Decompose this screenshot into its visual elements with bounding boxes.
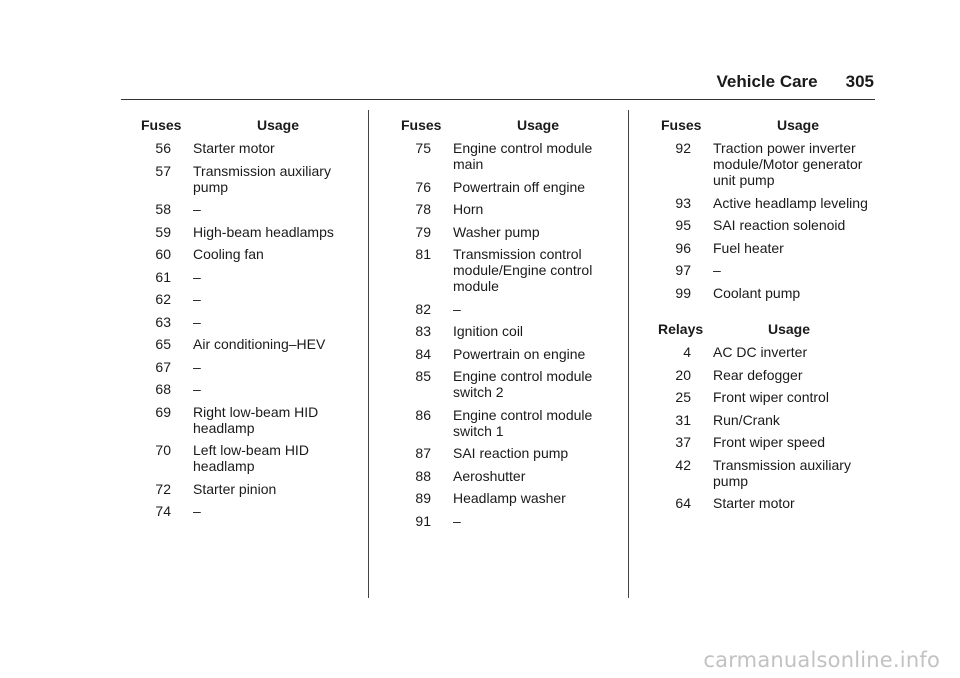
fuse-number: 57	[155, 162, 171, 179]
fuse-usage: Air conditioning–HEV	[193, 336, 326, 352]
fuse-usage: –	[453, 300, 461, 317]
fuse-number: 78	[415, 201, 431, 217]
fuse-number: 63	[155, 313, 171, 330]
table-row	[401, 346, 616, 362]
table-row	[141, 291, 356, 307]
fuse-usage: Rear defogger	[713, 366, 803, 383]
fuse-usage: Left low-beam HID headlamp	[193, 442, 309, 474]
fuse-number: 86	[415, 406, 431, 423]
table-header	[661, 117, 876, 133]
column-divider-1	[368, 110, 369, 598]
table-row	[401, 179, 616, 195]
table-row	[401, 468, 616, 484]
usage-heading: Usage	[517, 117, 560, 133]
fuse-usage: –	[193, 358, 201, 375]
fuse-number: 61	[155, 268, 171, 285]
fuse-number: 82	[415, 300, 431, 317]
fuse-number: 89	[415, 490, 431, 506]
table-row	[141, 381, 356, 397]
fuse-number: 20	[675, 366, 691, 383]
fuse-number: 31	[675, 411, 691, 428]
fuse-usage: AC DC inverter	[713, 344, 808, 360]
table-row	[661, 389, 876, 405]
fuse-number: 25	[675, 389, 691, 405]
table-row	[401, 301, 616, 317]
table-row	[141, 503, 356, 519]
table-header	[141, 117, 356, 133]
page-number: 305	[845, 72, 874, 91]
table-row	[141, 246, 356, 262]
fuse-usage: –	[453, 512, 461, 529]
fuse-usage: –	[193, 268, 201, 285]
fuse-usage: SAI reaction pump	[453, 445, 569, 461]
fuses-heading: Fuses	[661, 117, 702, 133]
table-row	[401, 201, 616, 217]
relay-rows	[661, 344, 876, 511]
fuse-table-column-2	[401, 117, 616, 535]
usage-heading: Usage	[777, 117, 820, 133]
relay-table-header	[658, 321, 876, 337]
table-row	[661, 367, 876, 383]
fuse-usage: Engine control module switch 1	[453, 406, 593, 439]
fuse-usage: Washer pump	[453, 223, 540, 240]
fuse-number: 83	[415, 323, 431, 339]
fuses-heading: Fuses	[401, 117, 442, 133]
table-row	[141, 269, 356, 285]
fuses-heading: Fuses	[141, 117, 182, 133]
fuse-number: 84	[415, 345, 431, 362]
page-header	[717, 72, 875, 92]
fuse-number: 70	[155, 442, 171, 458]
fuse-usage: –	[193, 201, 201, 217]
watermark: carmanualsonline.info	[703, 648, 940, 672]
fuse-usage: –	[193, 381, 201, 397]
fuse-number: 59	[155, 223, 171, 240]
fuse-rows	[401, 140, 616, 529]
fuse-number: 72	[155, 480, 171, 497]
fuse-number: 92	[675, 140, 691, 156]
fuse-number: 85	[415, 368, 431, 384]
table-row	[401, 490, 616, 506]
fuse-usage: Fuel heater	[713, 239, 784, 256]
fuse-number: 65	[155, 336, 171, 352]
fuse-usage: Right low-beam HID headlamp	[193, 403, 319, 436]
fuse-usage: –	[713, 262, 721, 278]
usage-heading: Usage	[257, 117, 300, 133]
table-row	[661, 434, 876, 450]
table-row	[661, 457, 876, 489]
fuse-usage: Front wiper speed	[713, 434, 826, 450]
fuse-table-column-1	[141, 117, 356, 526]
table-row	[401, 445, 616, 461]
header-rule	[121, 99, 875, 100]
fuse-usage: –	[193, 291, 201, 307]
fuse-table-column-3	[658, 117, 876, 518]
section-title: Vehicle Care	[716, 72, 818, 91]
fuse-number: 75	[415, 140, 431, 156]
table-row	[141, 140, 356, 156]
fuse-number: 67	[155, 358, 171, 375]
fuse-number: 95	[675, 217, 691, 233]
fuse-usage: Engine control module main	[453, 140, 593, 172]
fuse-number: 81	[415, 246, 431, 262]
fuse-usage: SAI reaction solenoid	[713, 217, 846, 233]
relay-usage-heading: Usage	[768, 321, 811, 337]
table-row	[141, 163, 356, 195]
fuse-number: 93	[675, 194, 691, 211]
fuse-usage: Starter pinion	[193, 480, 277, 497]
fuse-usage: Transmission auxiliary pump	[713, 456, 851, 489]
fuse-number: 99	[675, 284, 691, 301]
fuse-number: 60	[155, 246, 171, 262]
table-row	[661, 412, 876, 428]
fuse-number: 91	[415, 512, 431, 529]
table-row	[141, 359, 356, 375]
fuse-usage: High-beam headlamps	[193, 223, 334, 240]
table-header	[401, 117, 616, 133]
fuse-number: 87	[415, 445, 431, 461]
fuse-usage: Cooling fan	[193, 246, 264, 262]
fuse-number: 69	[155, 403, 171, 420]
fuse-usage: Aeroshutter	[453, 467, 526, 484]
table-row	[661, 217, 876, 233]
table-row	[661, 140, 876, 188]
fuse-number: 68	[155, 381, 171, 397]
fuse-number: 4	[683, 344, 691, 360]
relays-heading: Relays	[658, 321, 704, 337]
fuse-number: 37	[675, 434, 691, 450]
fuse-usage: Active headlamp leveling	[713, 194, 868, 211]
table-row	[401, 246, 616, 294]
fuse-usage: Powertrain off engine	[453, 178, 586, 195]
fuse-number: 42	[675, 456, 691, 473]
table-row	[401, 407, 616, 439]
fuse-number: 96	[675, 239, 691, 256]
fuse-usage: Traction power inverter module/Motor generator unit pump	[713, 140, 863, 188]
fuse-number: 76	[415, 178, 431, 195]
table-row	[401, 140, 616, 172]
fuse-usage: Transmission auxiliary pump	[193, 162, 331, 195]
table-row	[141, 481, 356, 497]
fuse-usage: Starter motor	[193, 140, 275, 156]
fuse-number: 88	[415, 467, 431, 484]
fuse-usage: Coolant pump	[713, 284, 801, 301]
fuse-usage: Front wiper control	[713, 389, 829, 405]
table-row	[401, 513, 616, 529]
table-row	[661, 195, 876, 211]
fuse-usage: Engine control module switch 2	[453, 368, 593, 400]
table-row	[661, 344, 876, 360]
fuse-usage: Ignition coil	[453, 323, 524, 339]
fuse-number: 64	[675, 495, 691, 511]
fuse-usage: Headlamp washer	[453, 490, 566, 506]
table-row	[661, 262, 876, 278]
fuse-usage: Starter motor	[713, 495, 795, 511]
fuse-number: 79	[415, 223, 431, 240]
table-row	[141, 404, 356, 436]
table-row	[661, 285, 876, 301]
fuse-rows	[661, 140, 876, 301]
table-row	[401, 323, 616, 339]
table-row	[401, 224, 616, 240]
table-row	[661, 240, 876, 256]
table-row	[141, 224, 356, 240]
fuse-usage: Run/Crank	[713, 411, 780, 428]
fuse-usage: Horn	[453, 201, 484, 217]
table-row	[401, 368, 616, 400]
column-divider-2	[628, 110, 629, 598]
fuse-number: 62	[155, 291, 171, 307]
table-row	[141, 442, 356, 474]
fuse-usage: –	[193, 503, 201, 519]
table-row	[661, 495, 876, 511]
fuse-number: 74	[155, 503, 171, 519]
fuse-number: 97	[675, 262, 691, 278]
fuse-rows	[141, 140, 356, 519]
fuse-number: 56	[155, 140, 171, 156]
table-row	[141, 314, 356, 330]
fuse-number: 58	[155, 201, 171, 217]
fuse-usage: Powertrain on engine	[453, 345, 586, 362]
fuse-usage: –	[193, 313, 201, 330]
fuse-usage: Transmission control module/Engine control module	[453, 246, 593, 294]
table-row	[141, 336, 356, 352]
table-row	[141, 201, 356, 217]
